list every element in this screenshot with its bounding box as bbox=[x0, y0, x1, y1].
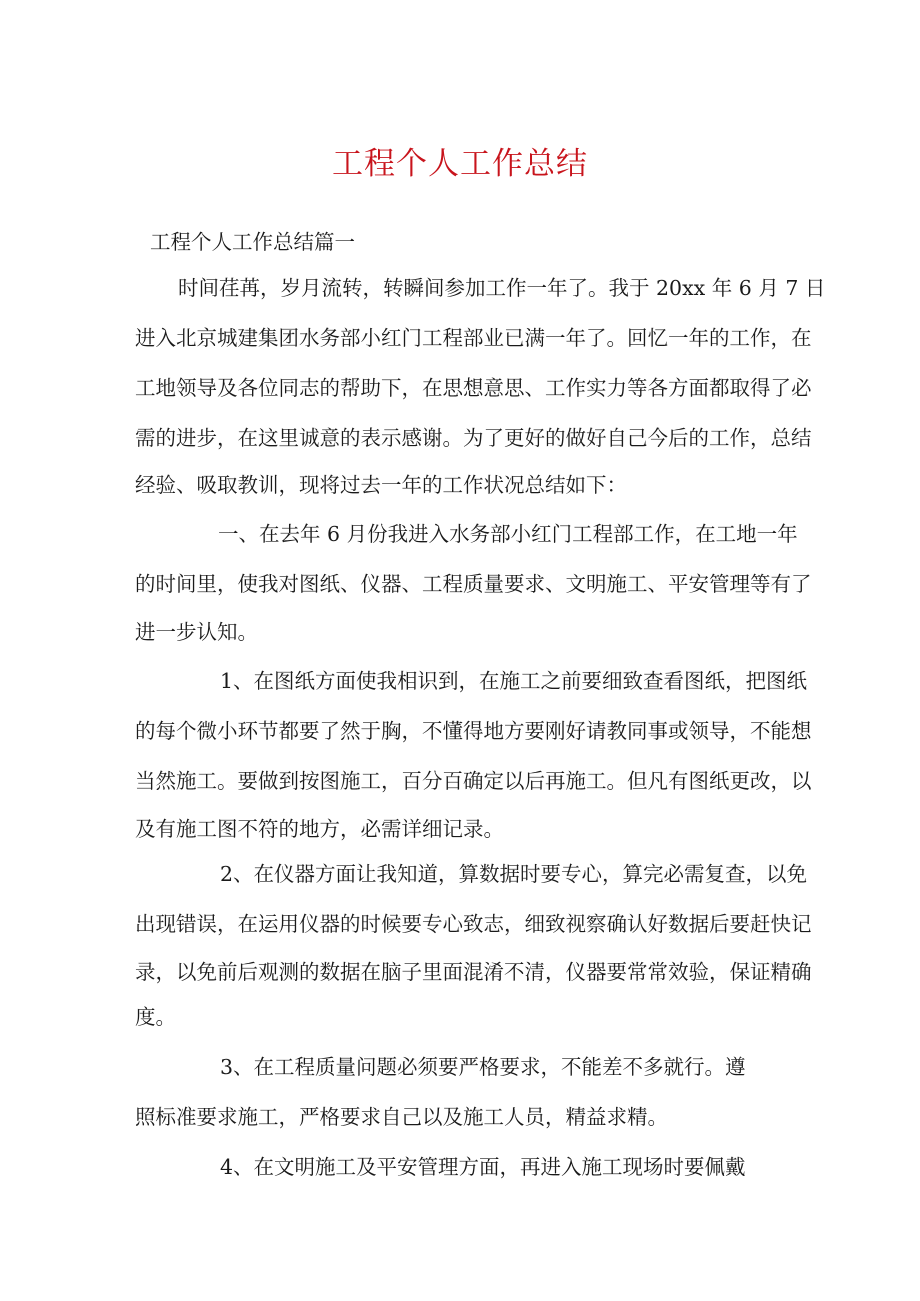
paragraph-line: 度。 bbox=[135, 1005, 176, 1029]
paragraph-line: 进入北京城建集团水务部小红门工程部业已满一年了。回忆一年的工作，在 bbox=[135, 326, 812, 350]
paragraph-line: 的每个微小环节都要了然于胸，不懂得地方要刚好请教同事或领导，不能想 bbox=[135, 719, 812, 743]
paragraph-line: 录，以免前后观测的数据在脑子里面混淆不清，仪器要常常效验，保证精确 bbox=[135, 960, 812, 984]
paragraph-line: 出现错误，在运用仪器的时候要专心致志，细致视察确认好数据后要赶快记 bbox=[135, 912, 812, 936]
document-title: 工程个人工作总结 bbox=[332, 146, 588, 182]
paragraph-line: 进一步认知。 bbox=[135, 620, 258, 644]
paragraph-line: 一、在去年 6 月份我进入水务部小红门工程部工作，在工地一年 bbox=[218, 522, 798, 546]
paragraph-line: 需的进步，在这里诚意的表示感谢。为了更好的做好自己今后的工作，总结 bbox=[135, 426, 812, 450]
paragraph-line: 2、在仪器方面让我知道，算数据时要专心，算完必需复查，以免 bbox=[220, 862, 808, 886]
paragraph-line: 的时间里，使我对图纸、仪器、工程质量要求、文明施工、平安管理等有了 bbox=[135, 572, 812, 596]
paragraph-line: 4、在文明施工及平安管理方面，再进入施工现场时要佩戴 bbox=[220, 1155, 746, 1179]
paragraph-line: 工地领导及各位同志的帮助下，在思想意思、工作实力等各方面都取得了必 bbox=[135, 376, 812, 400]
paragraph-line: 当然施工。要做到按图施工，百分百确定以后再施工。但凡有图纸更改，以 bbox=[135, 769, 812, 793]
paragraph-line: 3、在工程质量问题必须要严格要求，不能差不多就行。遵 bbox=[220, 1055, 746, 1079]
paragraph-line: 时间荏苒，岁月流转，转瞬间参加工作一年了。我于 20xx 年 6 月 7 日 bbox=[178, 276, 826, 300]
paragraph-line: 照标准要求施工，严格要求自己以及施工人员，精益求精。 bbox=[135, 1105, 668, 1129]
paragraph-line: 经验、吸取教训，现将过去一年的工作状况总结如下： bbox=[135, 473, 627, 497]
paragraph-line: 及有施工图不符的地方，必需详细记录。 bbox=[135, 817, 504, 841]
section-heading: 工程个人工作总结篇一 bbox=[150, 230, 355, 254]
paragraph-line: 1、在图纸方面使我相识到，在施工之前要细致查看图纸，把图纸 bbox=[220, 669, 808, 693]
